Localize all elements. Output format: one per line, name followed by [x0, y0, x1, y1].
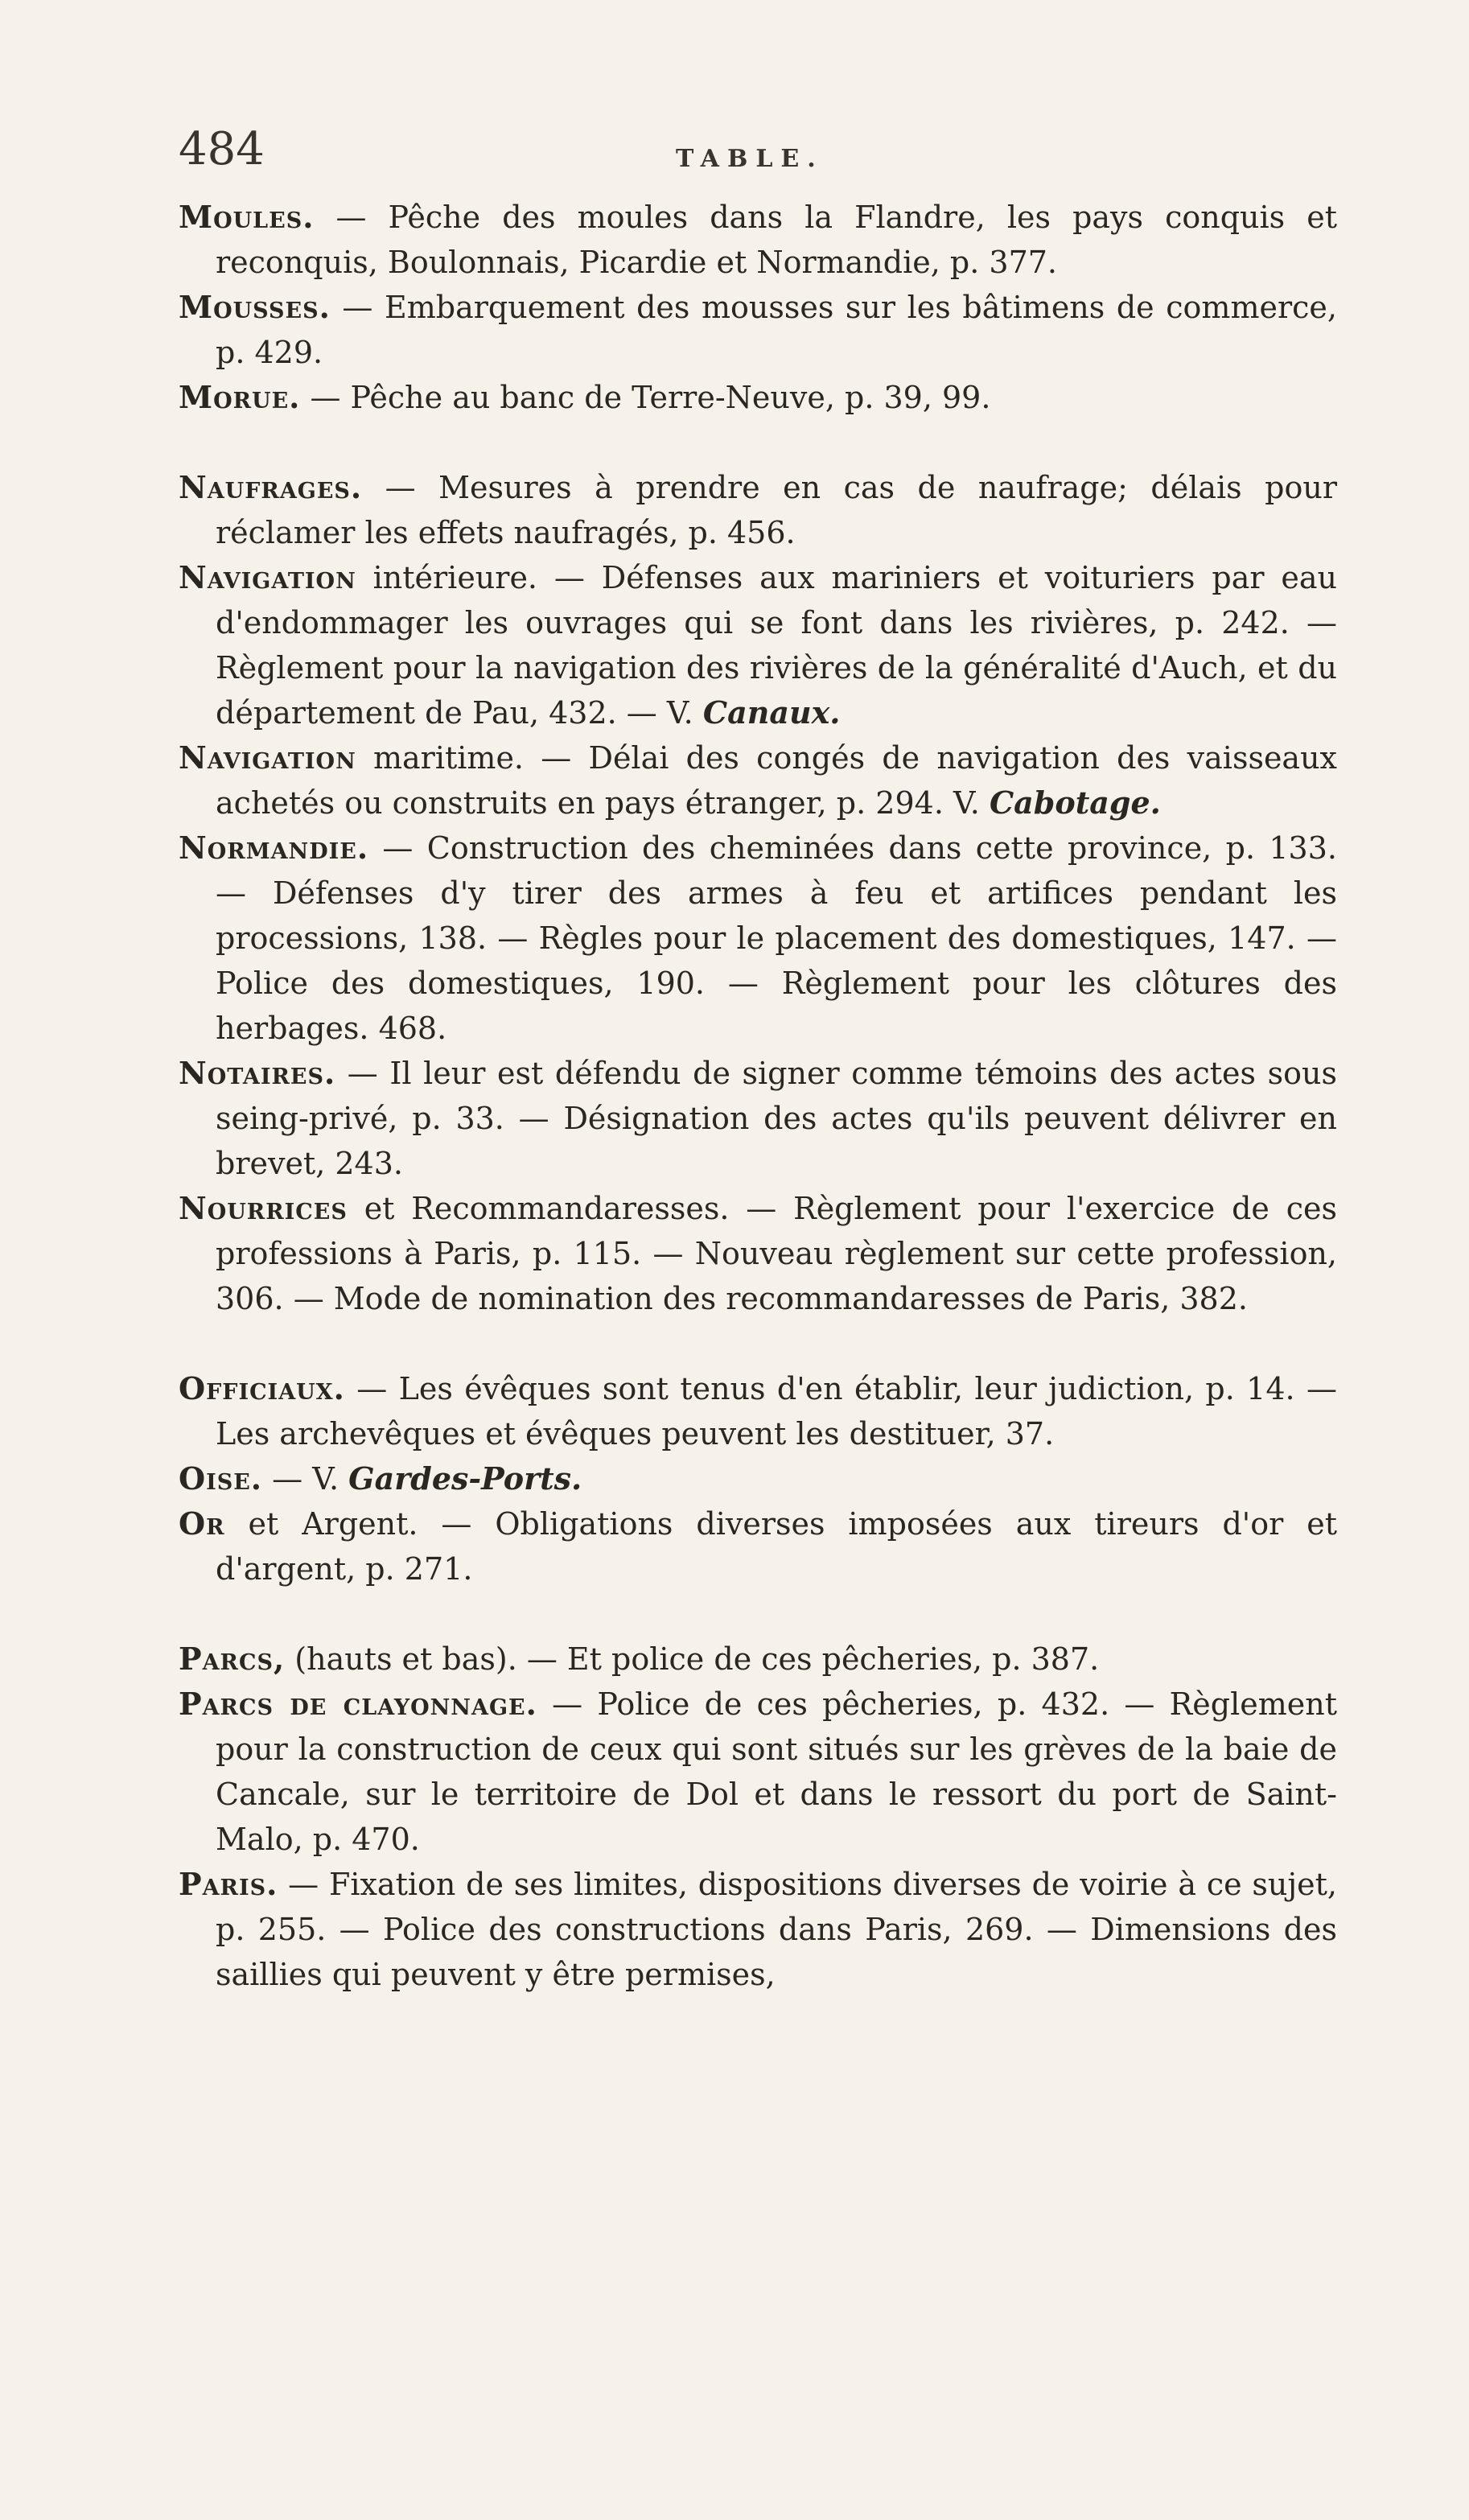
entry-body: — Les évêques sont tenus d'en établir, leur judiction, p. 14. — Les archevêques et évêques peuvent les destituer, 37.: [216, 1371, 1337, 1451]
entry-body: et Argent. — Obligations diverses imposées aux tireurs d'or et d'argent, p. 271.: [216, 1506, 1337, 1587]
entry-body: et Recommandaresses. — Règlement pour l'exercice de ces professions à Paris, p. 115. — Nouveau règlement sur cette profession, 306. — Mode de nomination des recommandaresses de Paris, 382.: [216, 1191, 1337, 1316]
entry-body: maritime. — Délai des congés de navigation des vaisseaux achetés ou construits en pays étranger, p. 294. V.: [216, 740, 1337, 821]
entry-body: — Mesures à prendre en cas de naufrage; délais pour réclamer les effets naufragés, p. 456.: [216, 470, 1337, 550]
entry-head: Morue.: [179, 379, 301, 415]
entry-head: Moules.: [179, 199, 315, 235]
entry-body: — Fixation de ses limites, dispositions diverses de voirie à ce sujet, p. 255. — Police des constructions dans Paris, 269. — Dimensions des saillies qui peuvent y être permises,: [216, 1867, 1337, 1992]
entry-head: Navigation: [179, 739, 356, 776]
entry-head: Parcs,: [179, 1641, 286, 1677]
index-entry: [179, 1051, 1337, 1186]
index-entry: [179, 735, 1337, 826]
entry-head: Navigation: [179, 559, 356, 595]
entry-head: Paris.: [179, 1866, 278, 1902]
entry-head: Naufrages.: [179, 469, 363, 505]
entry-cross-reference: Cabotage.: [989, 784, 1161, 821]
entry-head: Nourrices: [179, 1190, 348, 1226]
entry-body: — Police de ces pêcheries, p. 432. — Règlement pour la construction de ceux qui sont situés sur les grèves de la baie de Cancale, sur le territoire de Dol et dans le ressort du port de Saint-Malo, p. 470.: [216, 1686, 1337, 1857]
index-entry: [179, 555, 1337, 735]
index-entry: [179, 826, 1337, 1051]
index-entry: [179, 285, 1337, 375]
index-entry: [179, 1862, 1337, 1997]
index-entry: [179, 195, 1337, 285]
index-entry: [179, 375, 1337, 420]
entry-body: — V.: [262, 1461, 349, 1497]
index-entry: [179, 1637, 1337, 1682]
entry-head: Oise.: [179, 1460, 263, 1497]
entry-body: — Pêche au banc de Terre-Neuve, p. 39, 99.: [300, 380, 991, 415]
running-title: TABLE.: [676, 145, 824, 173]
index-entry: [179, 1682, 1337, 1862]
entry-head: Normandie.: [179, 830, 369, 866]
entry-head: Notaires.: [179, 1055, 336, 1091]
entry-cross-reference: Canaux.: [702, 694, 841, 731]
index-entries: [179, 195, 1337, 1997]
index-entry: [179, 1186, 1337, 1321]
entry-body: — Embarquement des mousses sur les bâtimens de commerce, p. 429.: [216, 290, 1337, 370]
index-entry: [179, 1501, 1337, 1591]
entry-body: — Construction des cheminées dans cette province, p. 133. — Défenses d'y tirer des armes à feu et artifices pendant les processions, 138. — Règles pour le placement des domestiques, 147. — Police des domestiques, 190. — Règlement pour les clôtures des herbages. 468.: [216, 830, 1337, 1046]
entry-head: Parcs de clayonnage.: [179, 1686, 537, 1722]
entry-body: (hauts et bas). — Et police de ces pêcheries, p. 387.: [285, 1641, 1100, 1677]
entry-body: intérieure. — Défenses aux mariniers et voituriers par eau d'endommager les ouvrages qui se font dans les rivières, p. 242. — Règlement pour la navigation des rivières de la généralité d'Auch, et du département de Pau, 432. — V.: [216, 560, 1337, 731]
entry-head: Or: [179, 1505, 225, 1542]
page-number: 484: [179, 123, 265, 175]
index-entry: [179, 1456, 1337, 1501]
index-entry: [179, 465, 1337, 555]
entry-head: Officiaux.: [179, 1370, 345, 1406]
entry-body: — Pêche des moules dans la Flandre, les pays conquis et reconquis, Boulonnais, Picardie et Normandie, p. 377.: [216, 200, 1337, 280]
entry-head: Mousses.: [179, 289, 331, 325]
entry-body: — Il leur est défendu de signer comme témoins des actes sous seing-privé, p. 33. — Désignation des actes qu'ils peuvent délivrer en brevet, 243.: [216, 1056, 1337, 1181]
entry-cross-reference: Gardes-Ports.: [348, 1460, 582, 1497]
index-entry: [179, 1366, 1337, 1456]
